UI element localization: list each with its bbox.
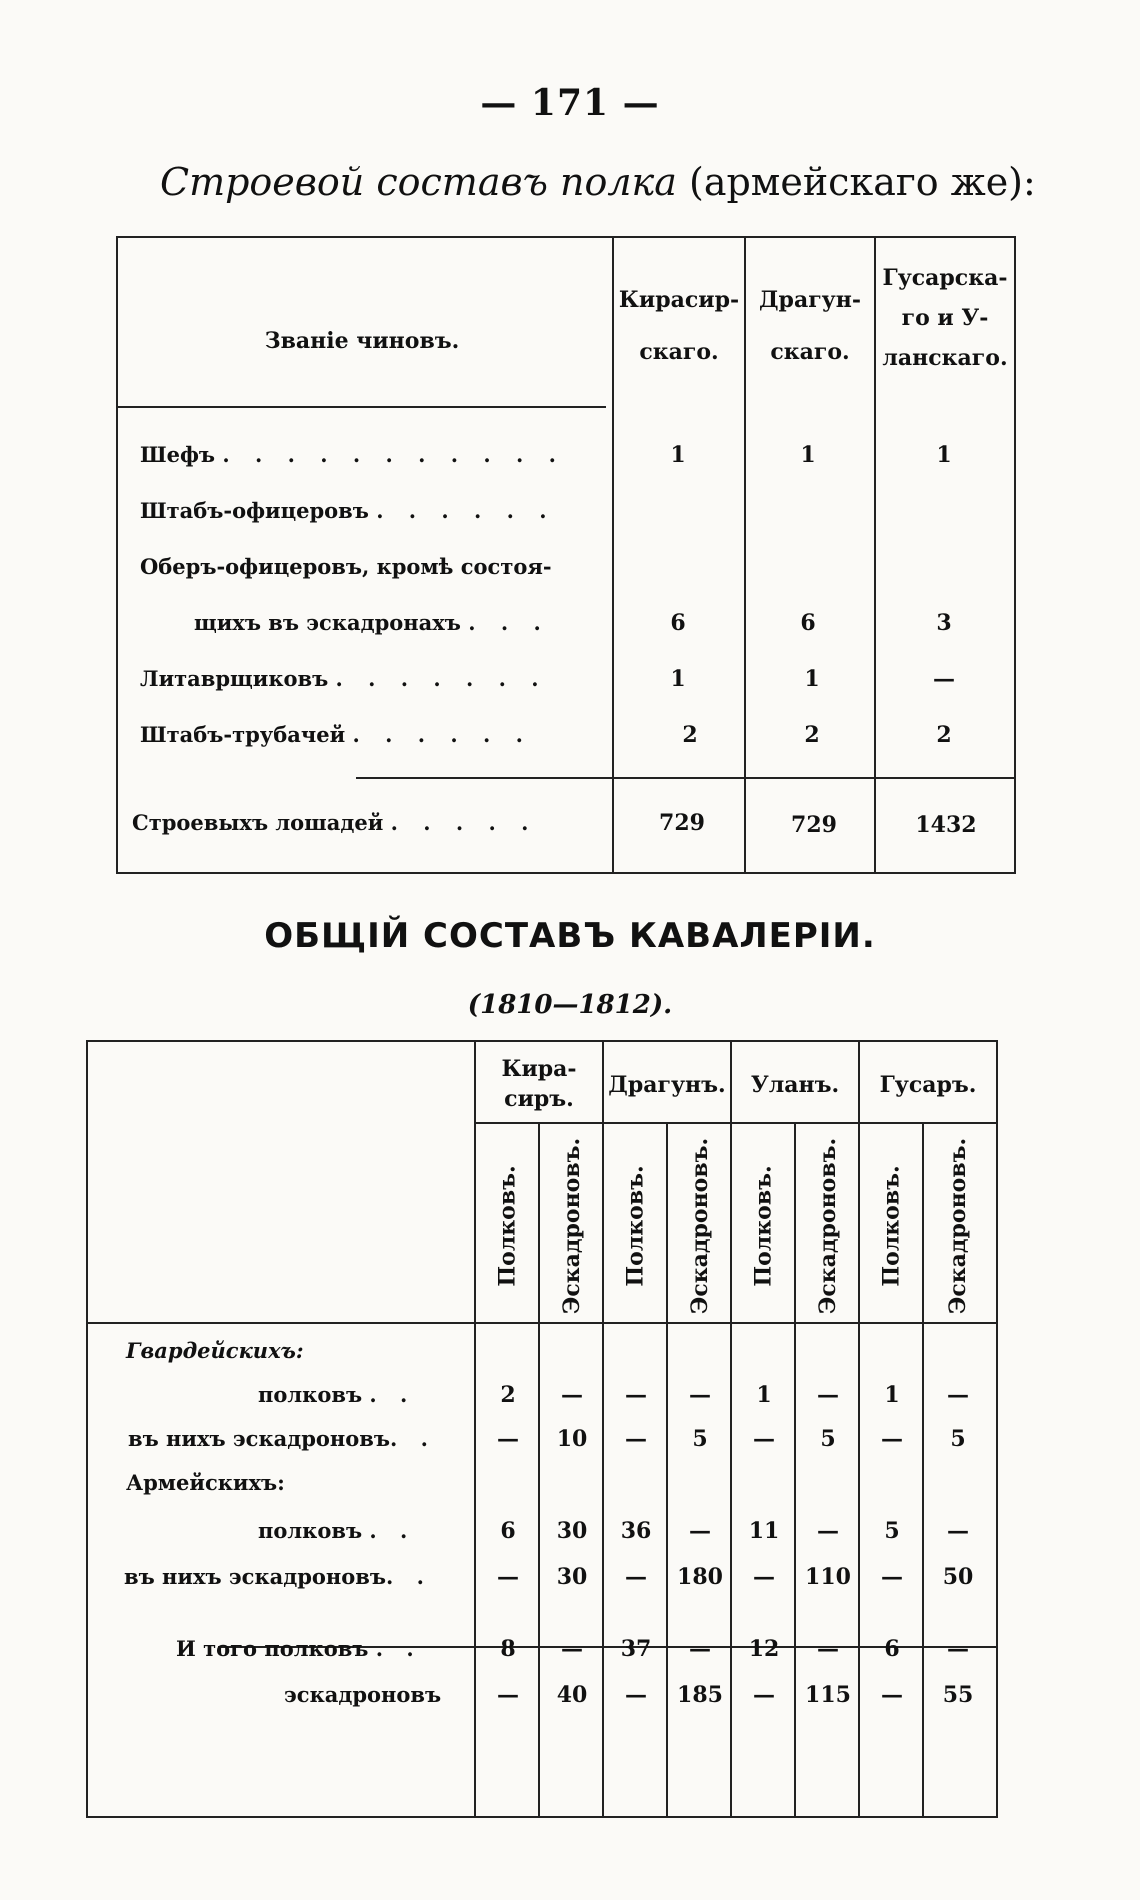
sub-header: Полковъ.	[751, 1165, 777, 1287]
col-header-hussar-uhlan: Гусарска- го и У- ланскаго.	[882, 265, 1008, 371]
table-rule	[88, 1322, 998, 1324]
page-number: — 171 —	[480, 82, 660, 124]
cell-value: 5	[692, 1426, 708, 1452]
col-header-dragoon: Драгун- скаго.	[759, 287, 861, 365]
total-value: 185	[677, 1682, 723, 1708]
cell-value: 6	[500, 1518, 516, 1544]
cell-value: 30	[556, 1564, 588, 1590]
total-value: 729	[791, 812, 837, 838]
cell-value: 10	[556, 1426, 588, 1452]
total-value: 40	[556, 1682, 588, 1708]
section2-title: ОБЩІЙ СОСТАВЪ КАВАЛЕРІИ.	[264, 916, 876, 956]
total-row-label: эскадроновъ	[284, 1682, 442, 1707]
cell-value: 6	[800, 610, 816, 636]
sub-header: Полковъ.	[623, 1165, 649, 1287]
cell-value: 180	[677, 1564, 723, 1590]
cell-value: —	[817, 1382, 839, 1408]
cell-value: 6	[670, 610, 686, 636]
total-value: 55	[942, 1682, 974, 1708]
cell-value: 110	[805, 1564, 851, 1590]
row-label: полковъ . .	[258, 1518, 416, 1543]
total-value: —	[881, 1682, 903, 1708]
cell-value: 1	[670, 442, 686, 468]
cell-value: —	[753, 1564, 775, 1590]
total-value: —	[947, 1636, 969, 1662]
group-header-uhlans: Уланъ.	[750, 1072, 840, 1098]
cell-value: —	[881, 1564, 903, 1590]
total-row-label: Строевыхъ лошадей . . . . .	[132, 810, 538, 835]
cell-value: 1	[936, 442, 952, 468]
cell-value: —	[497, 1426, 519, 1452]
total-value: 37	[620, 1636, 652, 1662]
section1-title-italic: Строевой составъ полка	[160, 160, 677, 204]
total-value: 115	[805, 1682, 851, 1708]
row-label: Литаврщиковъ . . . . . . .	[140, 666, 548, 691]
table-rule	[118, 406, 606, 408]
total-value: 8	[500, 1636, 516, 1662]
sub-header: Эскадроновъ.	[559, 1137, 586, 1315]
sub-header: Эскадроновъ.	[687, 1137, 714, 1315]
row-label: полковъ . .	[258, 1382, 416, 1407]
total-value: —	[817, 1636, 839, 1662]
row-label-army: Армейскихъ:	[126, 1470, 285, 1495]
sub-header: Эскадроновъ.	[815, 1137, 842, 1315]
cell-value: 2	[936, 722, 952, 748]
cell-value: 1	[884, 1382, 900, 1408]
row-label: Шефъ . . . . . . . . . . .	[140, 442, 565, 467]
cell-value: —	[817, 1518, 839, 1544]
cell-value: 2	[804, 722, 820, 748]
table-rule	[474, 1122, 998, 1124]
cell-value: 50	[942, 1564, 974, 1590]
cell-value: 1	[756, 1382, 772, 1408]
total-value: 12	[748, 1636, 780, 1662]
cell-value: 1	[670, 666, 686, 692]
row-label: Штабъ-офицеровъ . . . . . .	[140, 498, 556, 523]
section2-years: (1810—1812).	[467, 990, 673, 1020]
row-label: Штабъ-трубачей . . . . . .	[140, 722, 532, 747]
cell-value: 3	[936, 610, 952, 636]
group-header-dragoons: Драгунъ.	[608, 1072, 726, 1098]
cell-value: —	[497, 1564, 519, 1590]
row-label-guards: Гвардейскихъ:	[126, 1338, 304, 1363]
cell-value: 1	[804, 666, 820, 692]
col-header-cuirassier: Кирасир- скаго.	[618, 287, 740, 365]
row-label: въ нихъ эскадроновъ. .	[128, 1426, 436, 1451]
sub-header: Полковъ.	[879, 1165, 905, 1287]
cell-value: 36	[620, 1518, 652, 1544]
rank-header: Званіе чиновъ.	[264, 328, 460, 354]
row-label: щихъ въ эскадронахъ . . .	[194, 610, 550, 635]
total-value: 1432	[915, 812, 977, 838]
table-rule	[356, 777, 1014, 779]
total-value: —	[689, 1636, 711, 1662]
group-header-cuirassiers: Кира- сиръ.	[501, 1056, 577, 1112]
cell-value: 5	[950, 1426, 966, 1452]
regiment-composition-table	[116, 236, 1016, 874]
section1-title-rest: (армейскаго же):	[689, 160, 1036, 204]
cell-value: —	[753, 1426, 775, 1452]
cell-value: 2	[682, 722, 698, 748]
total-row-label: И того полковъ . .	[176, 1636, 422, 1661]
cell-value: 2	[500, 1382, 516, 1408]
sub-header: Эскадроновъ.	[945, 1137, 972, 1315]
cavalry-composition-table	[86, 1040, 998, 1818]
cell-value: —	[625, 1564, 647, 1590]
row-label: въ нихъ эскадроновъ. .	[124, 1564, 432, 1589]
cell-value: —	[947, 1518, 969, 1544]
cell-value: —	[689, 1382, 711, 1408]
total-value: 729	[659, 810, 705, 836]
cell-value: —	[933, 666, 955, 692]
group-header-hussars: Гусаръ.	[879, 1072, 977, 1098]
cell-value: 5	[884, 1518, 900, 1544]
table-rule	[996, 1042, 998, 1816]
total-value: —	[753, 1682, 775, 1708]
sub-header: Полковъ.	[495, 1165, 521, 1287]
cell-value: 5	[820, 1426, 836, 1452]
total-value: 6	[884, 1636, 900, 1662]
cell-value: —	[561, 1382, 583, 1408]
cell-value: 30	[556, 1518, 588, 1544]
cell-value: 1	[800, 442, 816, 468]
cell-value: —	[947, 1382, 969, 1408]
cell-value: 11	[748, 1518, 780, 1544]
cell-value: —	[881, 1426, 903, 1452]
cell-value: —	[625, 1426, 647, 1452]
total-value: —	[625, 1682, 647, 1708]
total-value: —	[497, 1682, 519, 1708]
cell-value: —	[689, 1518, 711, 1544]
section1-title	[160, 160, 1036, 204]
total-value: —	[561, 1636, 583, 1662]
row-label: Оберъ-офицеровъ, кромѣ состоя-	[140, 554, 552, 579]
cell-value: —	[625, 1382, 647, 1408]
